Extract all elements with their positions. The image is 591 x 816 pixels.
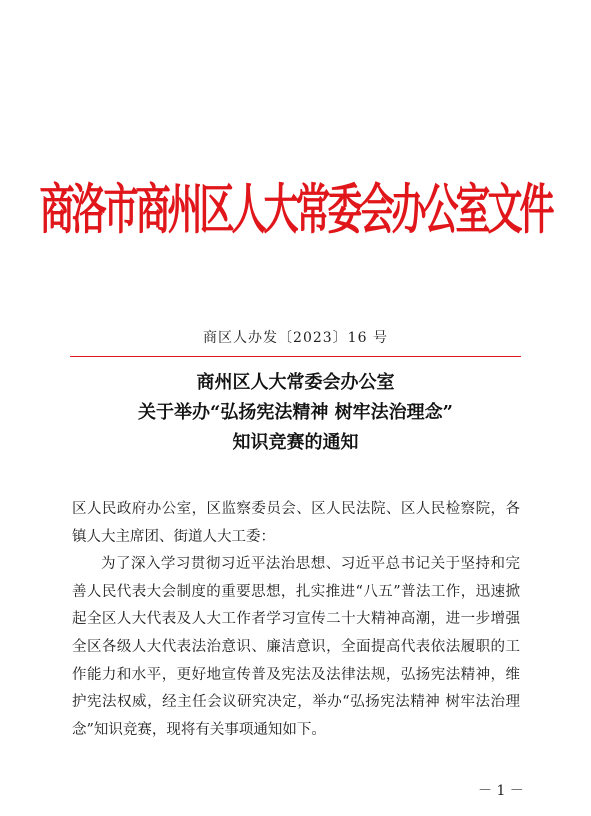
document-number: 商区人办发〔2023〕16 号	[203, 330, 388, 346]
notice-body	[72, 496, 520, 744]
red-separator-line	[70, 356, 521, 357]
notice-title-line-2: 关于举办“弘扬宪法精神 树牢法治理念”	[138, 402, 453, 423]
page-number: － 1 －	[478, 783, 524, 799]
notice-title-line-3: 知识竞赛的通知	[232, 432, 359, 453]
notice-title	[0, 368, 591, 458]
issuer-banner: 商洛市商州区人大常委会办公室文件	[39, 178, 552, 242]
notice-title-line-1: 商州区人大常委会办公室	[196, 372, 395, 393]
body-paragraph-1: 为了深入学习贯彻习近平法治思想、习近平总书记关于坚持和完善人民代表大会制度的重要思想，扎实推进“八五”普法工作，迅速掀起全区人大代表及人大工作者学习宣传二十大精神高潮，进一步增强全区各级人大代表法治意识、廉洁意识，全面提高代表依法履职的工作能力和水平，更好地宣传普及宪法及法律法规，弘扬宪法精神，维护宪法权威，经主任会议研究决定，举办“弘扬宪法精神 树牢法治理念”知识竞赛，现将有关事项通知如下。	[72, 556, 520, 738]
addressees-paragraph: 区人民政府办公室，区监察委员会、区人民法院、区人民检察院，各镇人大主席团、街道人大工委：	[72, 501, 520, 545]
